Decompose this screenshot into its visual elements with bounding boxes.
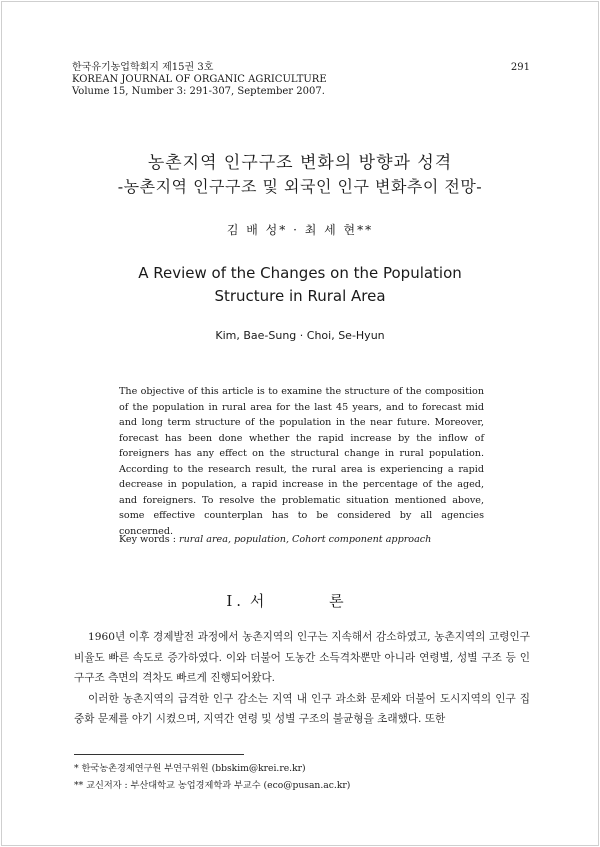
footnote-2: ** 교신저자 : 부산대학교 농업경제학과 부교수 (eco@pusan.ac.kr) [74,780,351,791]
abstract: The objective of this article is to examine the structure of the composition of the population in rural area for the last 45 years, and to forecast mid and long term structure of the population in the near future. Moreover, forecast has been done whether the rapid increase by the inflow of foreigners has any effect on the structural change in rural population. According to the research result, the rural area is experiencing a rapid decrease in population, a rapid increase in the percentage of the aged, and foreigners. To resolve the problematic situation mentioned above, some effective counterplan has to be considered by all agencies concerned. [119,386,484,537]
section-title: 서 론 [249,592,374,610]
authors-ko: 김 배 성* · 최 세 현** [226,223,374,237]
authors-en: Kim, Bae-Sung · Choi, Se-Hyun [215,329,385,342]
section-heading [0,590,600,611]
section-number: Ⅰ. [226,592,246,610]
paper-subtitle-ko: -농촌지역 인구구조 및 외국인 인구 변화추이 전망- [117,177,483,196]
keywords-label: Key words : [119,534,176,545]
body-paragraph-1: 1960년 이후 경제발전 과정에서 농촌지역의 인구는 지속해서 감소하였고, 농촌지역의 고령인구 비율도 빠른 속도로 증가하였다. 이와 더불어 도농간 소득격차뿐만 아니라 연령별, 성별 구조 등 인구구조 측면의 격차도 빠르게 진행되어왔다. [74,631,530,685]
paper-title-en [0,262,600,308]
body-paragraph-2: 이러한 농촌지역의 급격한 인구 감소는 지역 내 인구 과소화 문제와 더불어 도시지역의 인구 집중화 문제를 야기 시켰으며, 지역간 연령 및 성별 구조의 불균형을 초래했다. 또한 [74,692,530,726]
footnotes [74,760,350,794]
journal-header [72,62,327,98]
body-text [74,627,530,730]
journal-name-ko: 한국유기농업학회지 제15권 3호 [72,62,214,73]
journal-name-en: KOREAN JOURNAL OF ORGANIC AGRICULTURE [72,74,327,85]
page-number: 291 [510,62,530,73]
keywords-list: rural area, population, Cohort component approach [179,534,432,545]
keywords [119,534,431,545]
journal-volume: Volume 15, Number 3: 291-307, September 2007. [72,86,325,97]
footnote-1: * 한국농촌경제연구원 부연구위원 (bbskim@krei.re.kr) [74,763,306,774]
paper-title-en-line1: A Review of the Changes on the Population [138,264,462,282]
footnote-divider [74,754,244,755]
paper-title-ko: 농촌지역 인구구조 변화의 방향과 성격 [147,153,453,173]
paper-title-en-line2: Structure in Rural Area [214,287,386,305]
